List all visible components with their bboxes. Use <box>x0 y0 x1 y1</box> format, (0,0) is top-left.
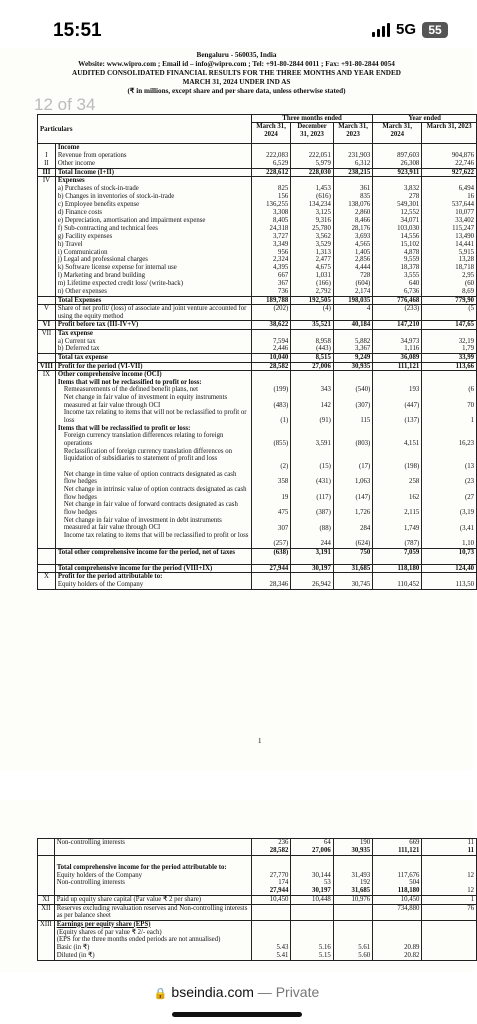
table-cell-value: 2,856 <box>354 256 371 264</box>
table-row: Total comprehensive income for the period (VIII+IX) 27,944 30,197 31,685 118,180 124,40 <box>38 564 477 572</box>
table-cell-value: (604) <box>355 280 371 288</box>
table-cell-value: (199) <box>273 386 289 394</box>
table-cell-value: 1,313 <box>315 248 331 256</box>
private-label: — Private <box>253 984 320 1000</box>
page-gap <box>0 770 473 800</box>
table-cell-value <box>424 371 474 379</box>
table-cell-value: 1,10 <box>462 540 474 548</box>
table-cell-value: 18,718 <box>455 264 474 272</box>
table-cell-value: 156 <box>278 193 289 201</box>
table-cell-value: 134,234 <box>308 201 331 209</box>
table-cell-value: 956 <box>278 248 289 256</box>
expense-label: a) Purchases of stock-in-trade <box>57 185 139 193</box>
url-display[interactable] <box>0 984 473 1000</box>
table-cell-value: 361 <box>360 185 371 193</box>
table-cell: 231,903 6,312 <box>333 144 372 169</box>
table-cell <box>373 371 422 549</box>
table-cell-value: (257) <box>273 540 289 548</box>
table-cell: 222,083 6,529 <box>251 144 290 169</box>
table-cell-value: 284 <box>360 524 371 532</box>
table-cell-value: 3,591 <box>315 440 331 448</box>
table-row: XI Paid up equity share capital (Par value ₹ 2 per share) 10,450 10,448 10,976 10,450 1 <box>38 896 477 904</box>
expense-label: m) Lifetime expected credit loss/ (write-back) <box>57 280 183 288</box>
results-table <box>37 114 477 590</box>
table-cell-value: 343 <box>320 386 331 394</box>
table-cell-value: 2,174 <box>354 287 371 295</box>
header-title-2: MARCH 31, 2024 UNDER IND AS <box>182 78 291 86</box>
table-cell-value: 258 <box>409 478 420 486</box>
table-cell-value <box>293 371 331 379</box>
table-cell-value <box>254 425 288 433</box>
table-cell-value: 1,726 <box>354 509 371 517</box>
table-cell-value: 25,780 <box>312 224 331 232</box>
table-cell-value: 193 <box>409 386 420 394</box>
table-cell <box>373 177 422 296</box>
results-table-continued <box>37 838 477 961</box>
table-cell-value: 19 <box>281 493 289 501</box>
table-cell-value <box>375 379 419 387</box>
table-cell-value: 1,031 <box>315 272 331 280</box>
table-cell-value: (1) <box>280 417 289 425</box>
table-cell-value: 4,151 <box>403 440 420 448</box>
oci-block: IX Other comprehensive income (OCI) Items that will not be reclassified to profit or loss: Remeasurements of the defined benefit plans, net Net change in fair value of investment in equity instruments measured at fair value through OCI Income tax relating to items that will not be reclassified to profit or loss Items that will be reclassified to profit or loss: Foreign currency translation differences relating to foreign operations Reclassification of foreign currency translation differences on liquidation of subsidiaries to statement of profit and loss Net change in time value of option contracts designated as cash flow hedges Net change in intrinsic value of option contracts designated as cash flow hedges Net change in fair value of forward contracts designated as cash flow hedges Net change in fair value of investment in debt instruments measured at fair value through OCI Income tax relating to items that will be reclassified to profit or loss (199) (483) (1) (855) (2) 358 19 475 307 (257) 343 142 (91) 3,591 (15) (431) (117) (387) (88) 244 (540) (307) 115 (803) (17) 1,063 (147) 1,726 284 (624) 193 (447) (137) 4,151 (198) 258 162 2,115 1,749 (787) (6 70 1 16,23 (13 (23 (27 (3,19 (3,41 1,10 <box>38 371 477 549</box>
income-labels: Income Revenue from operations Other income <box>55 144 251 169</box>
table-cell-value: 34,071 <box>400 216 420 224</box>
table-cell-value <box>336 371 370 379</box>
table-cell-value: 3,693 <box>354 232 371 240</box>
table-cell-value <box>293 425 331 433</box>
roman-cell: I II <box>38 144 56 169</box>
expense-label: n) Other expenses <box>57 287 107 295</box>
table-cell-value: 1 <box>470 417 474 425</box>
table-cell-value: 5,915 <box>458 248 474 256</box>
table-cell-value <box>375 425 419 433</box>
table-cell-value: 3,562 <box>315 232 331 240</box>
table-cell-value: 9,316 <box>315 216 331 224</box>
table-cell-value: 10,077 <box>455 209 474 217</box>
header-units: (₹ in millions, except share and per share data, unless otherwise stated) <box>127 87 346 95</box>
table-cell-value: 103,030 <box>397 224 420 232</box>
three-months-header: Three months ended <box>251 115 372 123</box>
table-cell <box>333 177 372 296</box>
page-number: 1 <box>258 737 262 745</box>
header-contact: Website: www.wipro.com ; Email id – info@wipro.com ; Tel: +91-80-2844 0011 ; Fax: +91-80-2844 0054 <box>78 60 395 68</box>
table-cell <box>333 371 372 549</box>
year-ended-header: Year ended <box>373 115 477 123</box>
expense-label: b) Changes in inventories of stock-in-trade <box>57 193 175 201</box>
battery-icon: 55 <box>422 22 448 38</box>
table-cell-value: (147) <box>355 493 371 501</box>
table-row: Total other comprehensive income for the period, net of taxes (638) 3,191 750 7,059 10,73 <box>38 548 477 564</box>
expense-label: g) Facility expenses <box>57 232 113 240</box>
col-header: March 31, 2024 <box>251 123 290 144</box>
table-cell-value: (27 <box>464 493 474 501</box>
table-cell-value: 1,405 <box>354 248 371 256</box>
page-counter: 12 of 34 <box>34 95 96 114</box>
table-cell-value: 358 <box>278 478 289 486</box>
col-header: March 31, 2023 <box>422 123 477 144</box>
table-cell-value: 278 <box>409 193 420 201</box>
table-cell-value: 2,115 <box>404 509 420 517</box>
table-cell-value <box>254 379 288 387</box>
col-header: March 31, 2023 <box>333 123 372 144</box>
table-cell-value: 6,736 <box>403 287 420 295</box>
table-cell-value: 24,318 <box>269 224 289 232</box>
table-cell-value: 142 <box>320 401 331 409</box>
table-cell-value: (3,41 <box>459 524 474 532</box>
table-cell-value: 307 <box>278 524 289 532</box>
table-cell-value: 2,860 <box>354 209 371 217</box>
table-row: VI Profit before tax (III-IV+V) 38,622 35,521 40,184 147,210 147,65 <box>38 321 477 329</box>
table-cell-value: 16,23 <box>458 440 474 448</box>
table-cell-value: 4,878 <box>403 248 420 256</box>
expense-label: i) Communication <box>57 248 108 256</box>
document-page-1 <box>0 48 473 770</box>
table-cell-value: 1,063 <box>354 478 371 486</box>
table-cell-value: (447) <box>404 401 420 409</box>
table-cell-value: 115 <box>360 417 371 425</box>
table-cell-value: 667 <box>278 272 289 280</box>
table-cell-value: (13 <box>464 463 474 471</box>
table-cell-value: (117) <box>316 493 331 501</box>
table-cell-value: 475 <box>278 509 289 517</box>
table-cell: 897,603 26,308 <box>373 144 422 169</box>
table-cell <box>291 371 334 549</box>
table-cell-value: 12,552 <box>400 209 420 217</box>
table-row: Total Expenses 189,788 192,505 198,035 776,468 779,90 <box>38 296 477 304</box>
table-cell-value: 138,076 <box>348 201 371 209</box>
table-cell-value: (387) <box>316 509 331 517</box>
table-cell <box>422 177 477 296</box>
table-cell-value: (137) <box>404 417 420 425</box>
table-cell-value <box>336 425 370 433</box>
table-row: V Share of net profit/ (loss) of associate and joint venture accounted for using the equity method (202) (4) 4 (233) (5 <box>38 305 477 321</box>
table-cell-value: 728 <box>360 272 371 280</box>
table-cell-value: (616) <box>316 193 331 201</box>
table-cell-value: 4,444 <box>354 264 371 272</box>
url-text: bseindia.com <box>171 984 254 1000</box>
table-cell-value: (540) <box>355 386 371 394</box>
status-time: 15:51 <box>53 20 102 41</box>
table-row: XIII Earnings per equity share (EPS) (Equity shares of par value ₹ 2/- each) (EPS for the three months ended periods are not annualised) Basic (in ₹) Diluted (in ₹) 5.43 5.41 5.16 5.15 5.61 5.60 20.89 20.82 <box>38 920 477 960</box>
table-cell-value: (2) <box>280 463 289 471</box>
table-cell-value: 835 <box>360 193 371 201</box>
table-cell-value: 244 <box>320 540 331 548</box>
table-cell-value: 549,301 <box>397 201 420 209</box>
table-cell-value: 6,494 <box>458 185 474 193</box>
status-bar <box>0 0 473 48</box>
table-cell-value: 14,441 <box>455 240 474 248</box>
table-cell-value: 640 <box>409 280 420 288</box>
expense-label: h) Travel <box>57 240 83 248</box>
expenses-block: IV Expenses a) Purchases of stock-in-trade b) Changes in inventories of stock-in-trade c) Employee benefits expense d) Finance costs e) Depreciation, amortisation and impairment expense f) Sub-contracting and technical fees g) Facility expenses h) Travel i) Communication j) Legal and professional charges k) Software license expense for internal use l) Marketing and brand building m) Lifetime expected credit loss/ (write-back) n) Other expenses 825 156 136,255 3,308 8,405 24,318 3,727 3,349 956 2,324 4,395 667 367 736 1,453 (616) 134,234 3,125 9,316 25,780 3,562 3,529 1,313 2,477 4,675 1,031 (166) 2,792 361 835 138,076 2,860 8,466 28,176 3,693 4,565 1,405 2,856 4,444 728 (604) 2,174 3,832 278 549,301 12,552 34,071 103,030 14,556 15,102 4,878 9,559 18,378 3,555 640 6,736 6,494 16 537,644 10,077 33,402 115,247 13,490 14,441 5,915 13,28 18,718 2,95 (60 8,69 <box>38 177 477 296</box>
table-cell-value: 2,477 <box>315 256 331 264</box>
table-cell-value: (431) <box>316 478 331 486</box>
table-cell-value: (198) <box>404 463 420 471</box>
table-cell-value <box>293 379 331 387</box>
table-cell <box>422 371 477 549</box>
table-cell-value <box>424 379 474 387</box>
document-header <box>0 48 473 96</box>
table-cell-value <box>336 379 370 387</box>
table-cell-value: 15,102 <box>400 240 420 248</box>
table-row: Total tax expense 10,040 8,515 9,249 36,089 33,99 <box>38 354 477 362</box>
table-cell-value: 9,559 <box>403 256 420 264</box>
table-cell-value: 1,749 <box>403 524 420 532</box>
expense-label: k) Software license expense for internal use <box>57 264 177 272</box>
table-cell-value: 2,324 <box>272 256 289 264</box>
header-title: AUDITED CONSOLIDATED FINANCIAL RESULTS FOR THE THREE MONTHS AND YEAR ENDED <box>72 69 401 77</box>
table-cell-value: 4,395 <box>272 264 289 272</box>
table-cell-value: (803) <box>355 440 371 448</box>
document-page-2 <box>0 800 473 972</box>
table-cell-value: 537,644 <box>451 201 474 209</box>
table-cell-value: 736 <box>278 287 289 295</box>
table-cell-value: (3,19 <box>459 509 474 517</box>
table-row: Non-controlling interests 236 28,582 64 27,006 190 30,935 669 111,121 11 11 <box>38 839 477 856</box>
home-indicator[interactable] <box>172 1012 302 1017</box>
expense-label: j) Legal and professional charges <box>57 256 148 264</box>
table-cell-value: (17) <box>358 463 371 471</box>
header-address: Bengaluru - 560035, India <box>196 51 277 59</box>
table-cell-value: 2,792 <box>315 287 331 295</box>
table-cell-value: 115,247 <box>452 224 474 232</box>
table-cell-value: (166) <box>316 280 331 288</box>
table-cell-value: 14,556 <box>400 232 420 240</box>
expense-label: l) Marketing and brand building <box>57 272 146 280</box>
table-cell-value: 33,402 <box>455 216 474 224</box>
status-icons <box>372 21 448 38</box>
expense-label: d) Finance costs <box>57 209 103 217</box>
table-cell-value: 16 <box>467 193 474 201</box>
table-cell-value: 3,529 <box>315 240 331 248</box>
table-cell-value: 8,466 <box>354 216 371 224</box>
table-row: III Total Income (I+II) 228,612 228,030 238,215 923,911 927,622 <box>38 169 477 177</box>
table-cell-value: (23 <box>464 478 474 486</box>
table-cell-value: 162 <box>409 493 420 501</box>
table-cell-value: 3,555 <box>403 272 420 280</box>
col-header: March 31, 2024 <box>373 123 422 144</box>
expense-label: e) Depreciation, amortisation and impairment expense <box>57 216 206 224</box>
table-cell: 222,051 5,979 <box>291 144 334 169</box>
lock-icon: 🔒 <box>153 988 168 1000</box>
table-row: XII Reserves excluding revaluation reserves and Non-controlling interests as per balance sheet 734,880 76 <box>38 904 477 920</box>
network-label: 5G <box>395 21 416 38</box>
table-row: Total comprehensive income for the period attributable to: Equity holders of the Company Non-controlling interests 27,770 174 27,944 30,144 53 30,197 31,493 192 31,685 117,676 504 118,180 12 12 <box>38 855 477 895</box>
table-cell-value: (624) <box>355 540 371 548</box>
table-cell-value: 3,308 <box>272 209 289 217</box>
table-row: X Profit for the period attributable to: Equity holders of the Company 28,346 26,942 30,745 110,452 113,50 <box>38 573 477 590</box>
table-cell-value <box>254 371 288 379</box>
table-cell <box>251 371 290 549</box>
table-cell-value: 28,176 <box>351 224 371 232</box>
table-cell-value: (60 <box>464 280 474 288</box>
table-cell-value: 8,405 <box>272 216 289 224</box>
expense-label: f) Sub-contracting and technical fees <box>57 224 158 232</box>
table-cell-value: (15) <box>319 463 331 471</box>
table-row: VII Tax expense a) Current tax b) Deferred tax 7,594 2,446 8,958 (443) 5,882 3,367 34,973 1,116 32,19 1,79 <box>38 329 477 354</box>
table-cell-value: 136,255 <box>266 201 289 209</box>
table-cell-value: 8,69 <box>462 287 474 295</box>
table-cell-value: 3,349 <box>272 240 289 248</box>
table-cell-value: (91) <box>319 417 331 425</box>
table-cell-value: (483) <box>273 401 289 409</box>
table-cell: 904,876 22,746 <box>422 144 477 169</box>
table-cell-value: (787) <box>404 540 420 548</box>
signal-icon <box>372 23 390 37</box>
table-cell-value: 13,28 <box>458 256 474 264</box>
table-cell-value: 367 <box>278 280 289 288</box>
table-cell-value: 4,675 <box>315 264 331 272</box>
table-cell-value: 70 <box>467 401 474 409</box>
expense-labels: Expenses a) Purchases of stock-in-trade b) Changes in inventories of stock-in-trade c) Employee benefits expense d) Finance costs e) Depreciation, amortisation and impairment expense f) Sub-contracting and technical fees g) Facility expenses h) Travel i) Communication j) Legal and professional charges k) Software license expense for internal use l) Marketing and brand building m) Lifetime expected credit loss/ (write-back) n) Other expenses <box>55 177 251 296</box>
expense-label: c) Employee benefits expense <box>57 201 140 209</box>
table-cell-value: (855) <box>273 440 289 448</box>
table-cell-value: 3,727 <box>272 232 289 240</box>
table-cell-value: 13,490 <box>455 232 474 240</box>
table-cell <box>251 177 290 296</box>
table-cell-value: (88) <box>319 524 331 532</box>
table-cell-value: 18,378 <box>400 264 420 272</box>
table-cell-value: 3,125 <box>315 209 331 217</box>
table-cell-value <box>424 425 474 433</box>
table-cell-value: 2,95 <box>462 272 474 280</box>
table-cell-value: 1,453 <box>315 185 331 193</box>
table-row: VIII Profit for the period (VI-VII) 28,582 27,006 30,935 111,121 113,66 <box>38 362 477 370</box>
table-cell-value <box>375 371 419 379</box>
table-cell-value: (307) <box>355 401 371 409</box>
col-header: December 31, 2023 <box>291 123 334 144</box>
table-cell-value: (6 <box>468 386 474 394</box>
table-cell <box>291 177 334 296</box>
table-cell-value: 825 <box>278 185 289 193</box>
particulars-header: Particulars <box>38 115 252 144</box>
table-cell-value: 4,565 <box>354 240 371 248</box>
table-cell-value: 3,832 <box>403 185 420 193</box>
